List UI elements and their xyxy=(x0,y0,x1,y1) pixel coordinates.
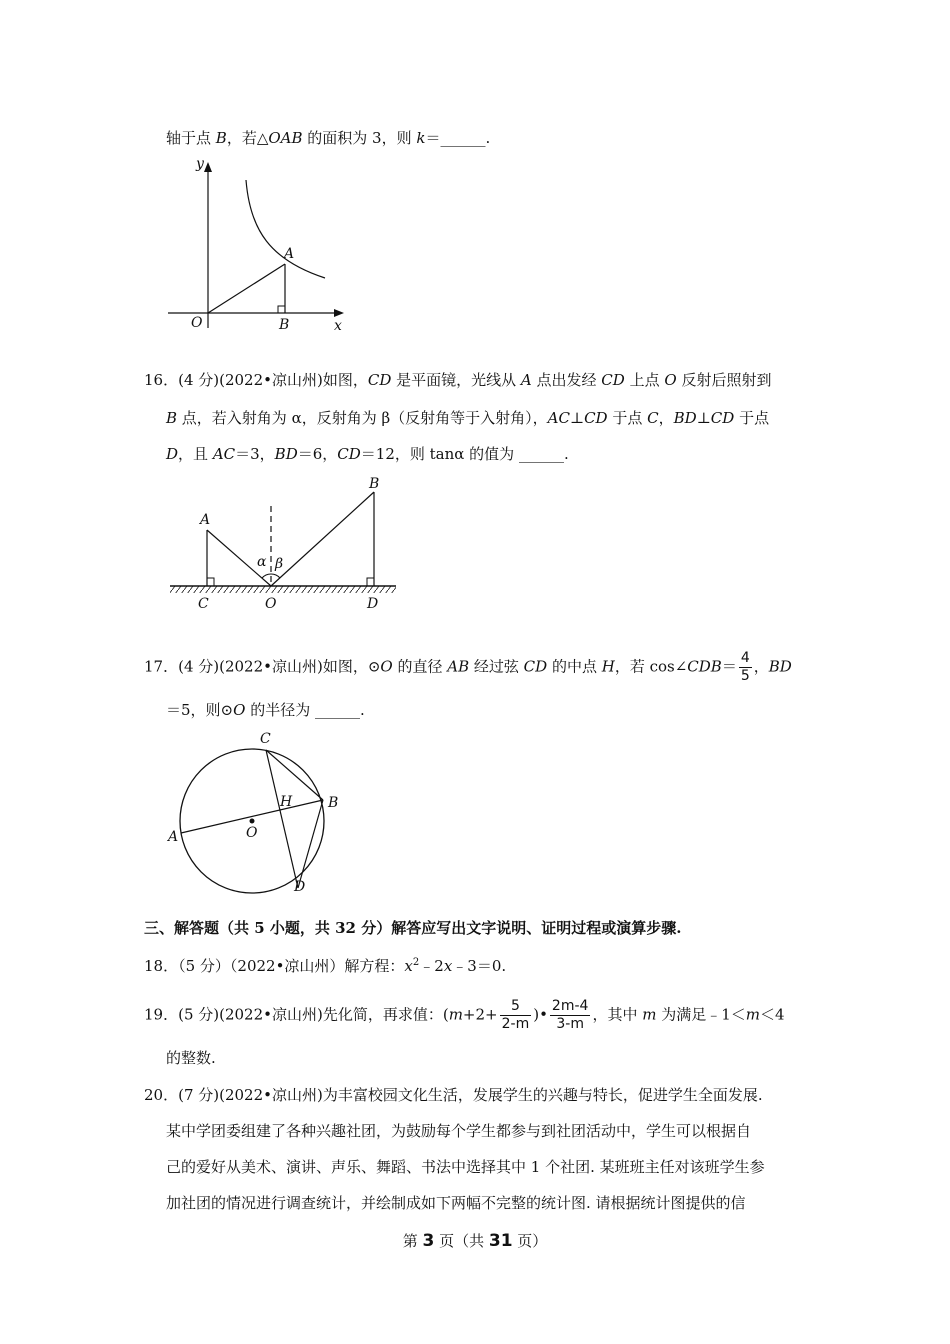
segment-OA xyxy=(208,264,285,313)
q16-line-3: D，且 AC＝3，BD＝6，CD＝12，则 tanα 的值为 ______. xyxy=(166,445,569,463)
label-y: y xyxy=(196,156,204,172)
q19-line-1: 19．(5 分)(2022•凉山州)先化简，再求值：(m+2+ $\frac{5}{2-m}$ )• $\frac{2m-4}{3-m}$ ，其中 m 为满足﹣1＜m＜4 xyxy=(144,998,785,1032)
ray-OB xyxy=(271,492,374,586)
figure-15-hyperbola xyxy=(160,150,360,340)
center-point xyxy=(250,819,255,824)
label-O: O xyxy=(265,596,277,612)
label-A: A xyxy=(200,512,211,528)
fraction-4-5: $\frac{4}{5}$ xyxy=(740,650,750,684)
page-footer: 第 3 页（共 31 页） xyxy=(402,1231,548,1251)
fraction-2m-4-over-3-m: $\frac{2m-4}{3-m}$ xyxy=(551,998,589,1032)
page-number: 3 xyxy=(422,1231,435,1251)
q15-tail-line: 轴于点 B，若△OAB 的面积为 3，则 k＝______. xyxy=(166,129,491,147)
q18-line: 18．（5 分）（2022•凉山州）解方程：$x^2﹣2x﹣3=0$. xyxy=(144,957,507,975)
q16-line-1: 16．(4 分)(2022•凉山州)如图，CD 是平面镜，光线从 A 点出发经 CD 上点 O 反射后照射到 xyxy=(144,371,772,389)
q20-line-2: 某中学团委组建了各种兴趣社团，为鼓励每个学生都参与到社团活动中，学生可以根据自 xyxy=(166,1122,752,1140)
right-angle-C xyxy=(207,578,214,586)
x-axis-arrow xyxy=(334,309,344,317)
label-D: D xyxy=(294,879,306,895)
q17-line-1: 17．(4 分)(2022•凉山州)如图，⊙O 的直径 AB 经过弦 CD 的中点 H，若 cos∠CDB＝ $\frac{4}{5}$ ，BD xyxy=(144,650,792,684)
label-alpha: α xyxy=(257,554,267,570)
q19-line-2: 的整数. xyxy=(166,1049,216,1067)
label-B: B xyxy=(369,476,380,492)
mirror-hatching xyxy=(170,586,396,593)
q20-line-1: 20．(7 分)(2022•凉山州)为丰富校园文化生活，发展学生的兴趣与特长，促进学生全面发展. xyxy=(144,1086,763,1104)
label-B: B xyxy=(328,795,339,811)
label-beta: β xyxy=(275,556,284,572)
label-x: x xyxy=(334,318,342,334)
label-O: O xyxy=(246,825,258,841)
label-O: O xyxy=(191,315,203,331)
y-axis-arrow xyxy=(204,162,212,172)
label-C: C xyxy=(260,731,271,747)
figure-16-mirror xyxy=(160,470,410,620)
right-angle-D xyxy=(367,578,374,586)
label-C: C xyxy=(198,596,209,612)
label-H: H xyxy=(280,794,293,810)
chord-CB xyxy=(266,750,323,800)
total-pages: 31 xyxy=(488,1231,513,1251)
label-A: A xyxy=(284,246,295,262)
fraction-5-over-2-m: $\frac{5}{2-m}$ xyxy=(501,998,530,1032)
chord-BD xyxy=(298,800,323,888)
label-D: D xyxy=(367,596,379,612)
chord-CD xyxy=(266,750,298,888)
figure-17-circle xyxy=(160,725,360,900)
q16-line-2: B 点，若入射角为 α，反射角为 β（反射角等于入射角），AC⊥CD 于点 C，BD⊥CD 于点 xyxy=(166,409,770,427)
label-B: B xyxy=(279,317,290,333)
q20-line-4: 加社团的情况进行调查统计，并绘制成如下两幅不完整的统计图. 请根据统计图提供的信 xyxy=(166,1194,746,1212)
hyperbola-curve xyxy=(246,180,325,278)
q17-line-2: ＝5，则⊙O 的半径为 ______. xyxy=(166,701,365,719)
section-3-heading: 三、解答题（共 5 小题，共 32 分）解答应写出文字说明、证明过程或演算步骤. xyxy=(144,919,682,937)
label-A: A xyxy=(168,829,179,845)
q20-line-3: 己的爱好从美术、演讲、声乐、舞蹈、书法中选择其中 1 个社团. 某班班主任对该班学生参 xyxy=(166,1158,765,1176)
right-angle-mark xyxy=(278,306,285,313)
